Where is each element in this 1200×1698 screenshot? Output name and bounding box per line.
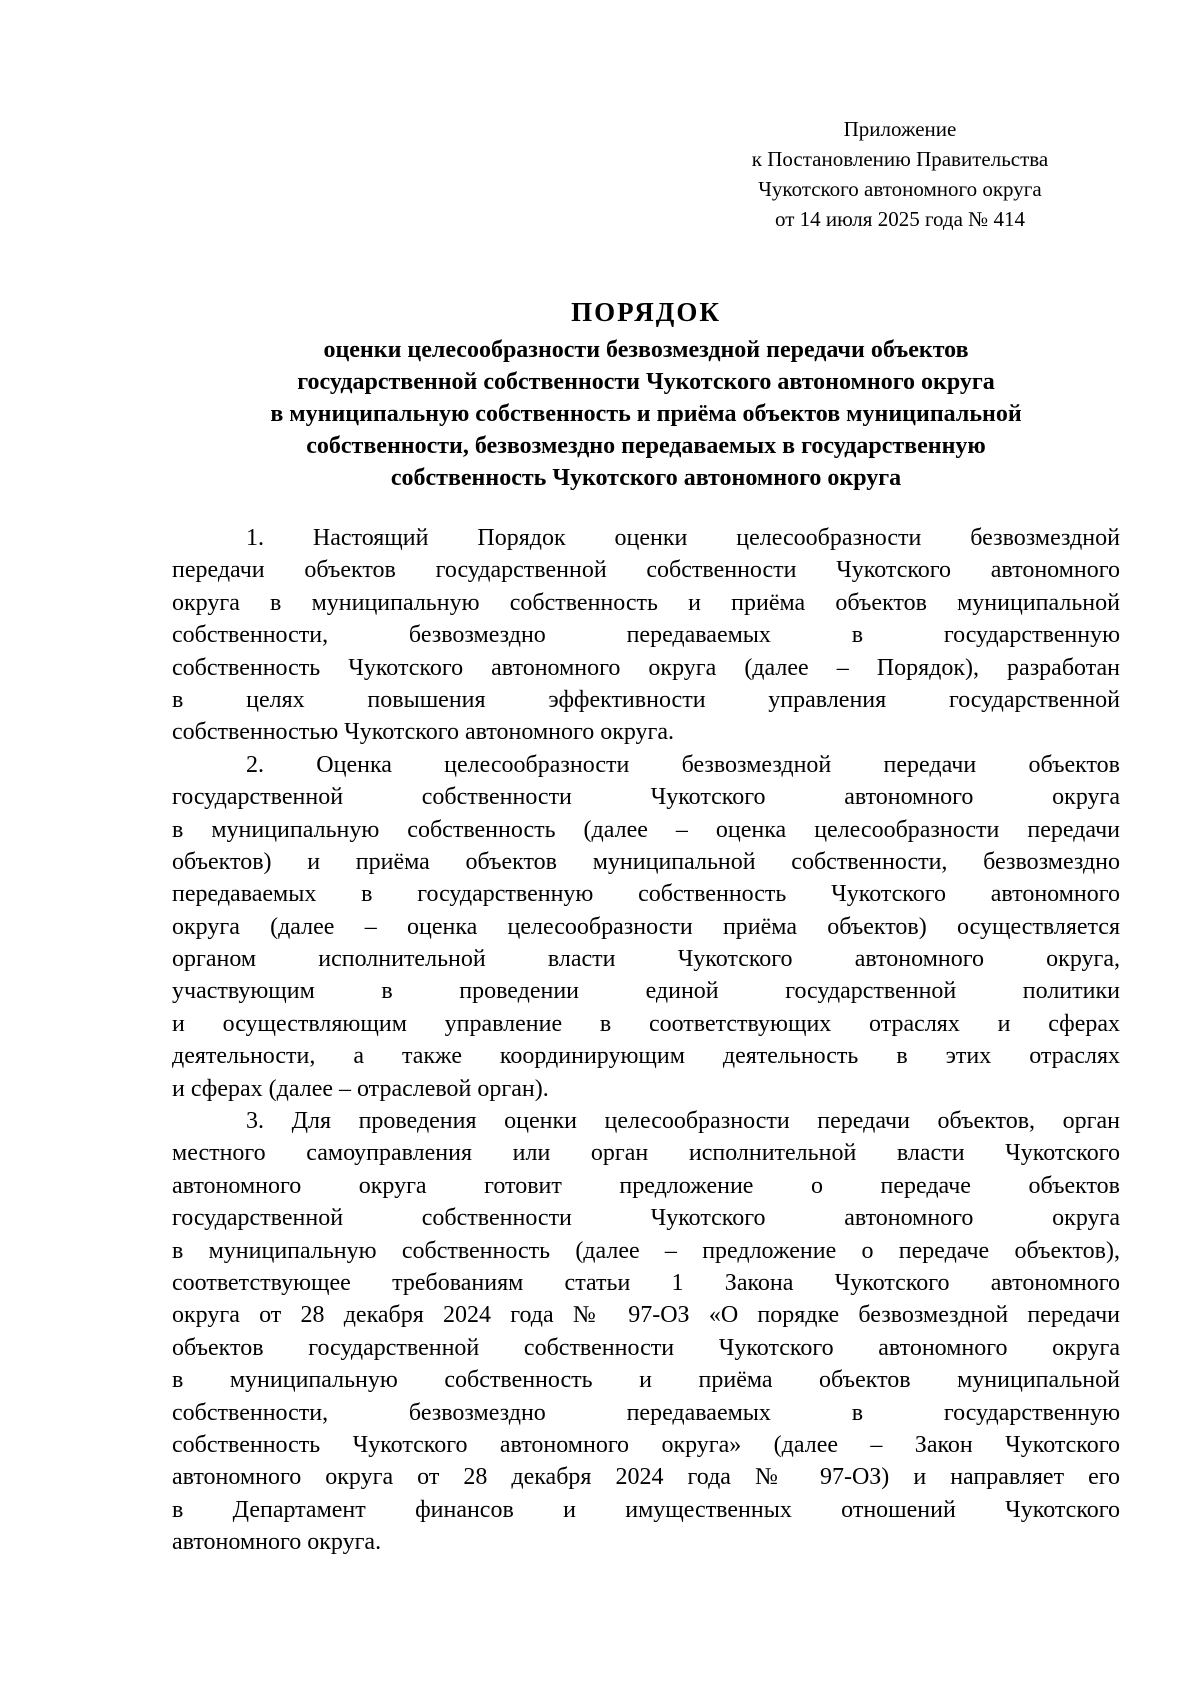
text-line: передачи объектов государственной собственности Чукотского автономного xyxy=(172,557,1120,584)
document-body xyxy=(172,522,1120,1559)
text-line: округа (далее – оценка целесообразности приёма объектов) осуществляется xyxy=(172,913,1120,940)
subtitle-line: оценки целесообразности безвозмездной передачи объектов xyxy=(323,337,969,363)
appendix-line: к Постановлению Правительства xyxy=(751,147,1049,171)
text-line: передаваемых в государственную собственность Чукотского автономного xyxy=(172,881,1120,908)
paragraph-1 xyxy=(172,522,1120,749)
appendix-header xyxy=(700,114,1100,234)
text-line: деятельности, а также координирующим деятельность в этих отраслях xyxy=(172,1043,1120,1070)
text-line: округа от 28 декабря 2024 года № 97-ОЗ «О порядке безвозмездной передачи xyxy=(172,1302,1120,1329)
text-line: собственности, безвозмездно передаваемых в государственную xyxy=(172,1399,1120,1426)
text-line: автономного округа. xyxy=(172,1529,382,1556)
text-line: государственной собственности Чукотского автономного округа xyxy=(172,784,1120,811)
text-line: в муниципальную собственность (далее – оценка целесообразности передачи xyxy=(172,816,1120,843)
text-line: и сферах (далее – отраслевой орган). xyxy=(172,1075,549,1102)
text-line: 3. Для проведения оценки целесообразности передачи объектов, орган xyxy=(246,1108,1120,1135)
text-line: объектов государственной собственности Чукотского автономного округа xyxy=(172,1334,1120,1361)
text-line: органом исполнительной власти Чукотского автономного округа, xyxy=(172,946,1120,973)
appendix-line: от 14 июля 2025 года № 414 xyxy=(775,207,1025,231)
text-line: государственной собственности Чукотского автономного округа xyxy=(172,1205,1120,1232)
text-line: в муниципальную собственность (далее – предложение о передаче объектов), xyxy=(172,1237,1120,1264)
text-line: 2. Оценка целесообразности безвозмездной передачи объектов xyxy=(246,751,1120,778)
text-line: и осуществляющим управление в соответствующих отраслях и сферах xyxy=(172,1010,1120,1037)
subtitle-line: в муниципальную собственность и приёма объектов муниципальной xyxy=(270,401,1022,427)
appendix-line: Чукотского автономного округа xyxy=(758,177,1042,201)
text-line: соответствующее требованиям статьи 1 Закона Чукотского автономного xyxy=(172,1269,1120,1296)
text-line: участвующим в проведении единой государственной политики xyxy=(172,978,1120,1005)
text-line: местного самоуправления или орган исполнительной власти Чукотского xyxy=(172,1140,1120,1167)
text-line: объектов) и приёма объектов муниципальной собственности, безвозмездно xyxy=(172,848,1120,875)
text-line: автономного округа готовит предложение о передаче объектов xyxy=(172,1172,1120,1199)
text-line: округа в муниципальную собственность и приёма объектов муниципальной xyxy=(172,589,1120,616)
text-line: 1. Настоящий Порядок оценки целесообразности безвозмездной xyxy=(246,525,1120,551)
subtitle-line: государственной собственности Чукотского автономного округа xyxy=(297,369,995,395)
text-line: собственностью Чукотского автономного округа. xyxy=(172,719,675,746)
appendix-line: Приложение xyxy=(843,117,957,141)
text-line: автономного округа от 28 декабря 2024 года № 97-ОЗ) и направляет его xyxy=(172,1464,1120,1491)
document-title: ПОРЯДОК xyxy=(571,297,721,327)
paragraph-3 xyxy=(172,1105,1120,1558)
text-line: собственности, безвозмездно передаваемых в государственную xyxy=(172,622,1120,649)
paragraph-2 xyxy=(172,749,1120,1105)
text-line: собственность Чукотского автономного округа (далее – Порядок), разработан xyxy=(172,654,1120,681)
text-line: в целях повышения эффективности управления государственной xyxy=(172,686,1120,713)
document-subtitle xyxy=(172,334,1120,494)
text-line: в Департамент финансов и имущественных отношений Чукотского xyxy=(172,1496,1120,1523)
subtitle-line: собственность Чукотского автономного округа xyxy=(390,465,902,491)
subtitle-line: собственности, безвозмездно передаваемых в государственную xyxy=(306,433,986,459)
title-block xyxy=(172,292,1120,494)
text-line: в муниципальную собственность и приёма объектов муниципальной xyxy=(172,1367,1120,1394)
text-line: собственность Чукотского автономного округа» (далее – Закон Чукотского xyxy=(172,1431,1120,1458)
